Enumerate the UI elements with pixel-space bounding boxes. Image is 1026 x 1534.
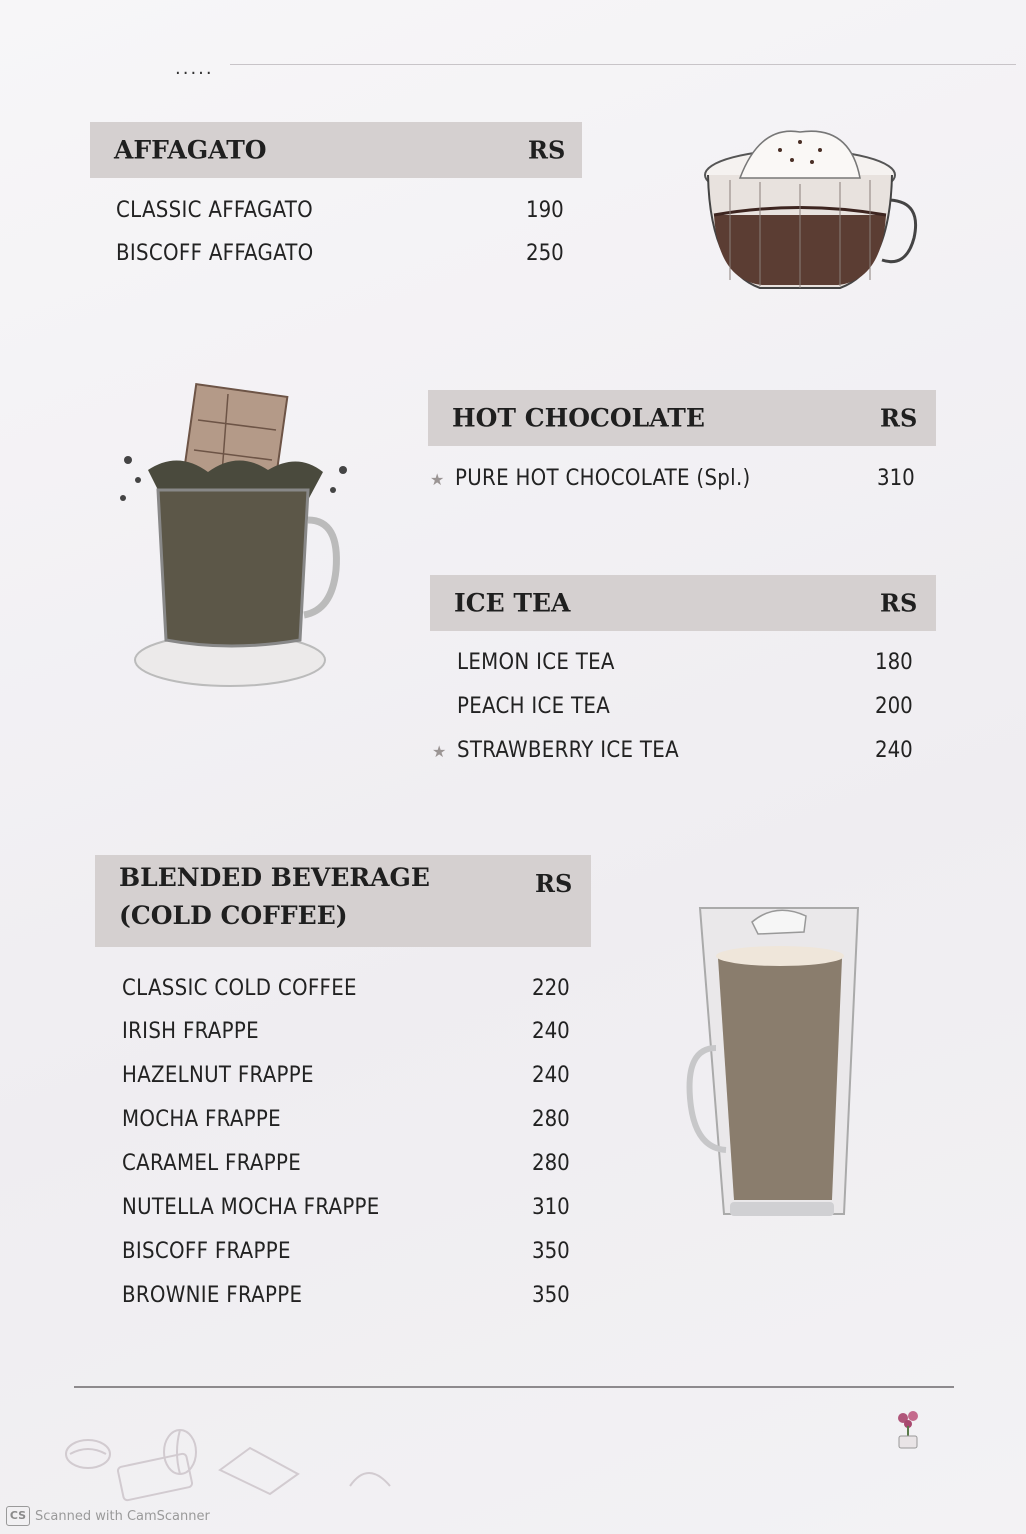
menu-item <box>122 1283 592 1313</box>
item-name: PEACH ICE TEA <box>457 694 611 719</box>
item-name: LEMON ICE TEA <box>457 650 615 675</box>
blended-title-line2: (COLD COFFEE) <box>119 901 348 930</box>
item-price: 350 <box>532 1283 570 1308</box>
camscanner-logo: CS <box>6 1506 30 1526</box>
coffee-doodle-icon <box>50 1430 410 1500</box>
item-price: 250 <box>526 241 564 266</box>
hot-chocolate-currency: RS <box>880 403 918 433</box>
menu-item <box>116 198 576 228</box>
hot-chocolate-title: HOT CHOCOLATE <box>452 403 705 433</box>
item-price: 240 <box>875 738 913 763</box>
item-price: 280 <box>532 1151 570 1176</box>
item-price: 280 <box>532 1107 570 1132</box>
ice-tea-title: ICE TEA <box>454 588 571 618</box>
scanner-watermark <box>6 1506 210 1526</box>
top-dots: ..... <box>175 58 214 79</box>
item-price: 310 <box>877 466 915 491</box>
hot-chocolate-header <box>428 390 936 446</box>
menu-item <box>457 650 927 680</box>
item-price: 200 <box>875 694 913 719</box>
menu-item <box>457 738 927 768</box>
ice-tea-header <box>430 575 936 631</box>
blended-header <box>95 855 591 947</box>
item-name: BISCOFF AFFAGATO <box>116 241 314 266</box>
hot-chocolate-mug-icon <box>108 380 368 690</box>
blended-title-line1: BLENDED BEVERAGE <box>119 863 430 892</box>
menu-item <box>122 1151 592 1181</box>
item-price: 180 <box>875 650 913 675</box>
item-name: CARAMEL FRAPPE <box>122 1151 301 1176</box>
blended-currency: RS <box>535 869 573 898</box>
menu-item <box>122 976 592 1006</box>
menu-item <box>116 241 576 271</box>
item-price: 240 <box>532 1063 570 1088</box>
item-name: BISCOFF FRAPPE <box>122 1239 291 1264</box>
item-name: STRAWBERRY ICE TEA <box>457 738 679 763</box>
item-price: 310 <box>532 1195 570 1220</box>
bottom-divider <box>74 1386 954 1388</box>
item-name: NUTELLA MOCHA FRAPPE <box>122 1195 380 1220</box>
item-name: HAZELNUT FRAPPE <box>122 1063 314 1088</box>
menu-item <box>122 1239 592 1269</box>
cold-coffee-glass-icon <box>686 898 876 1228</box>
item-name: IRISH FRAPPE <box>122 1019 259 1044</box>
item-price: 350 <box>532 1239 570 1264</box>
ice-tea-currency: RS <box>880 588 918 618</box>
menu-item <box>455 466 925 496</box>
menu-item <box>122 1063 592 1093</box>
item-price: 220 <box>532 976 570 1001</box>
item-price: 190 <box>526 198 564 223</box>
affagato-currency: RS <box>528 135 566 165</box>
scanner-text: Scanned with CamScanner <box>35 1508 210 1524</box>
flower-pot-icon <box>893 1408 923 1458</box>
item-name: BROWNIE FRAPPE <box>122 1283 303 1308</box>
item-name: CLASSIC AFFAGATO <box>116 198 314 223</box>
item-name: PURE HOT CHOCOLATE (Spl.) <box>455 466 751 491</box>
menu-item <box>457 694 927 724</box>
affogato-cup-icon <box>700 120 920 300</box>
menu-item <box>122 1107 592 1137</box>
special-star-icon: ★ <box>432 742 447 761</box>
item-price: 240 <box>532 1019 570 1044</box>
item-name: CLASSIC COLD COFFEE <box>122 976 357 1001</box>
affagato-header <box>90 122 582 178</box>
top-divider <box>230 64 1016 65</box>
menu-item <box>122 1019 592 1049</box>
special-star-icon: ★ <box>430 470 445 489</box>
affagato-title: AFFAGATO <box>114 135 267 165</box>
menu-item <box>122 1195 592 1225</box>
item-name: MOCHA FRAPPE <box>122 1107 281 1132</box>
